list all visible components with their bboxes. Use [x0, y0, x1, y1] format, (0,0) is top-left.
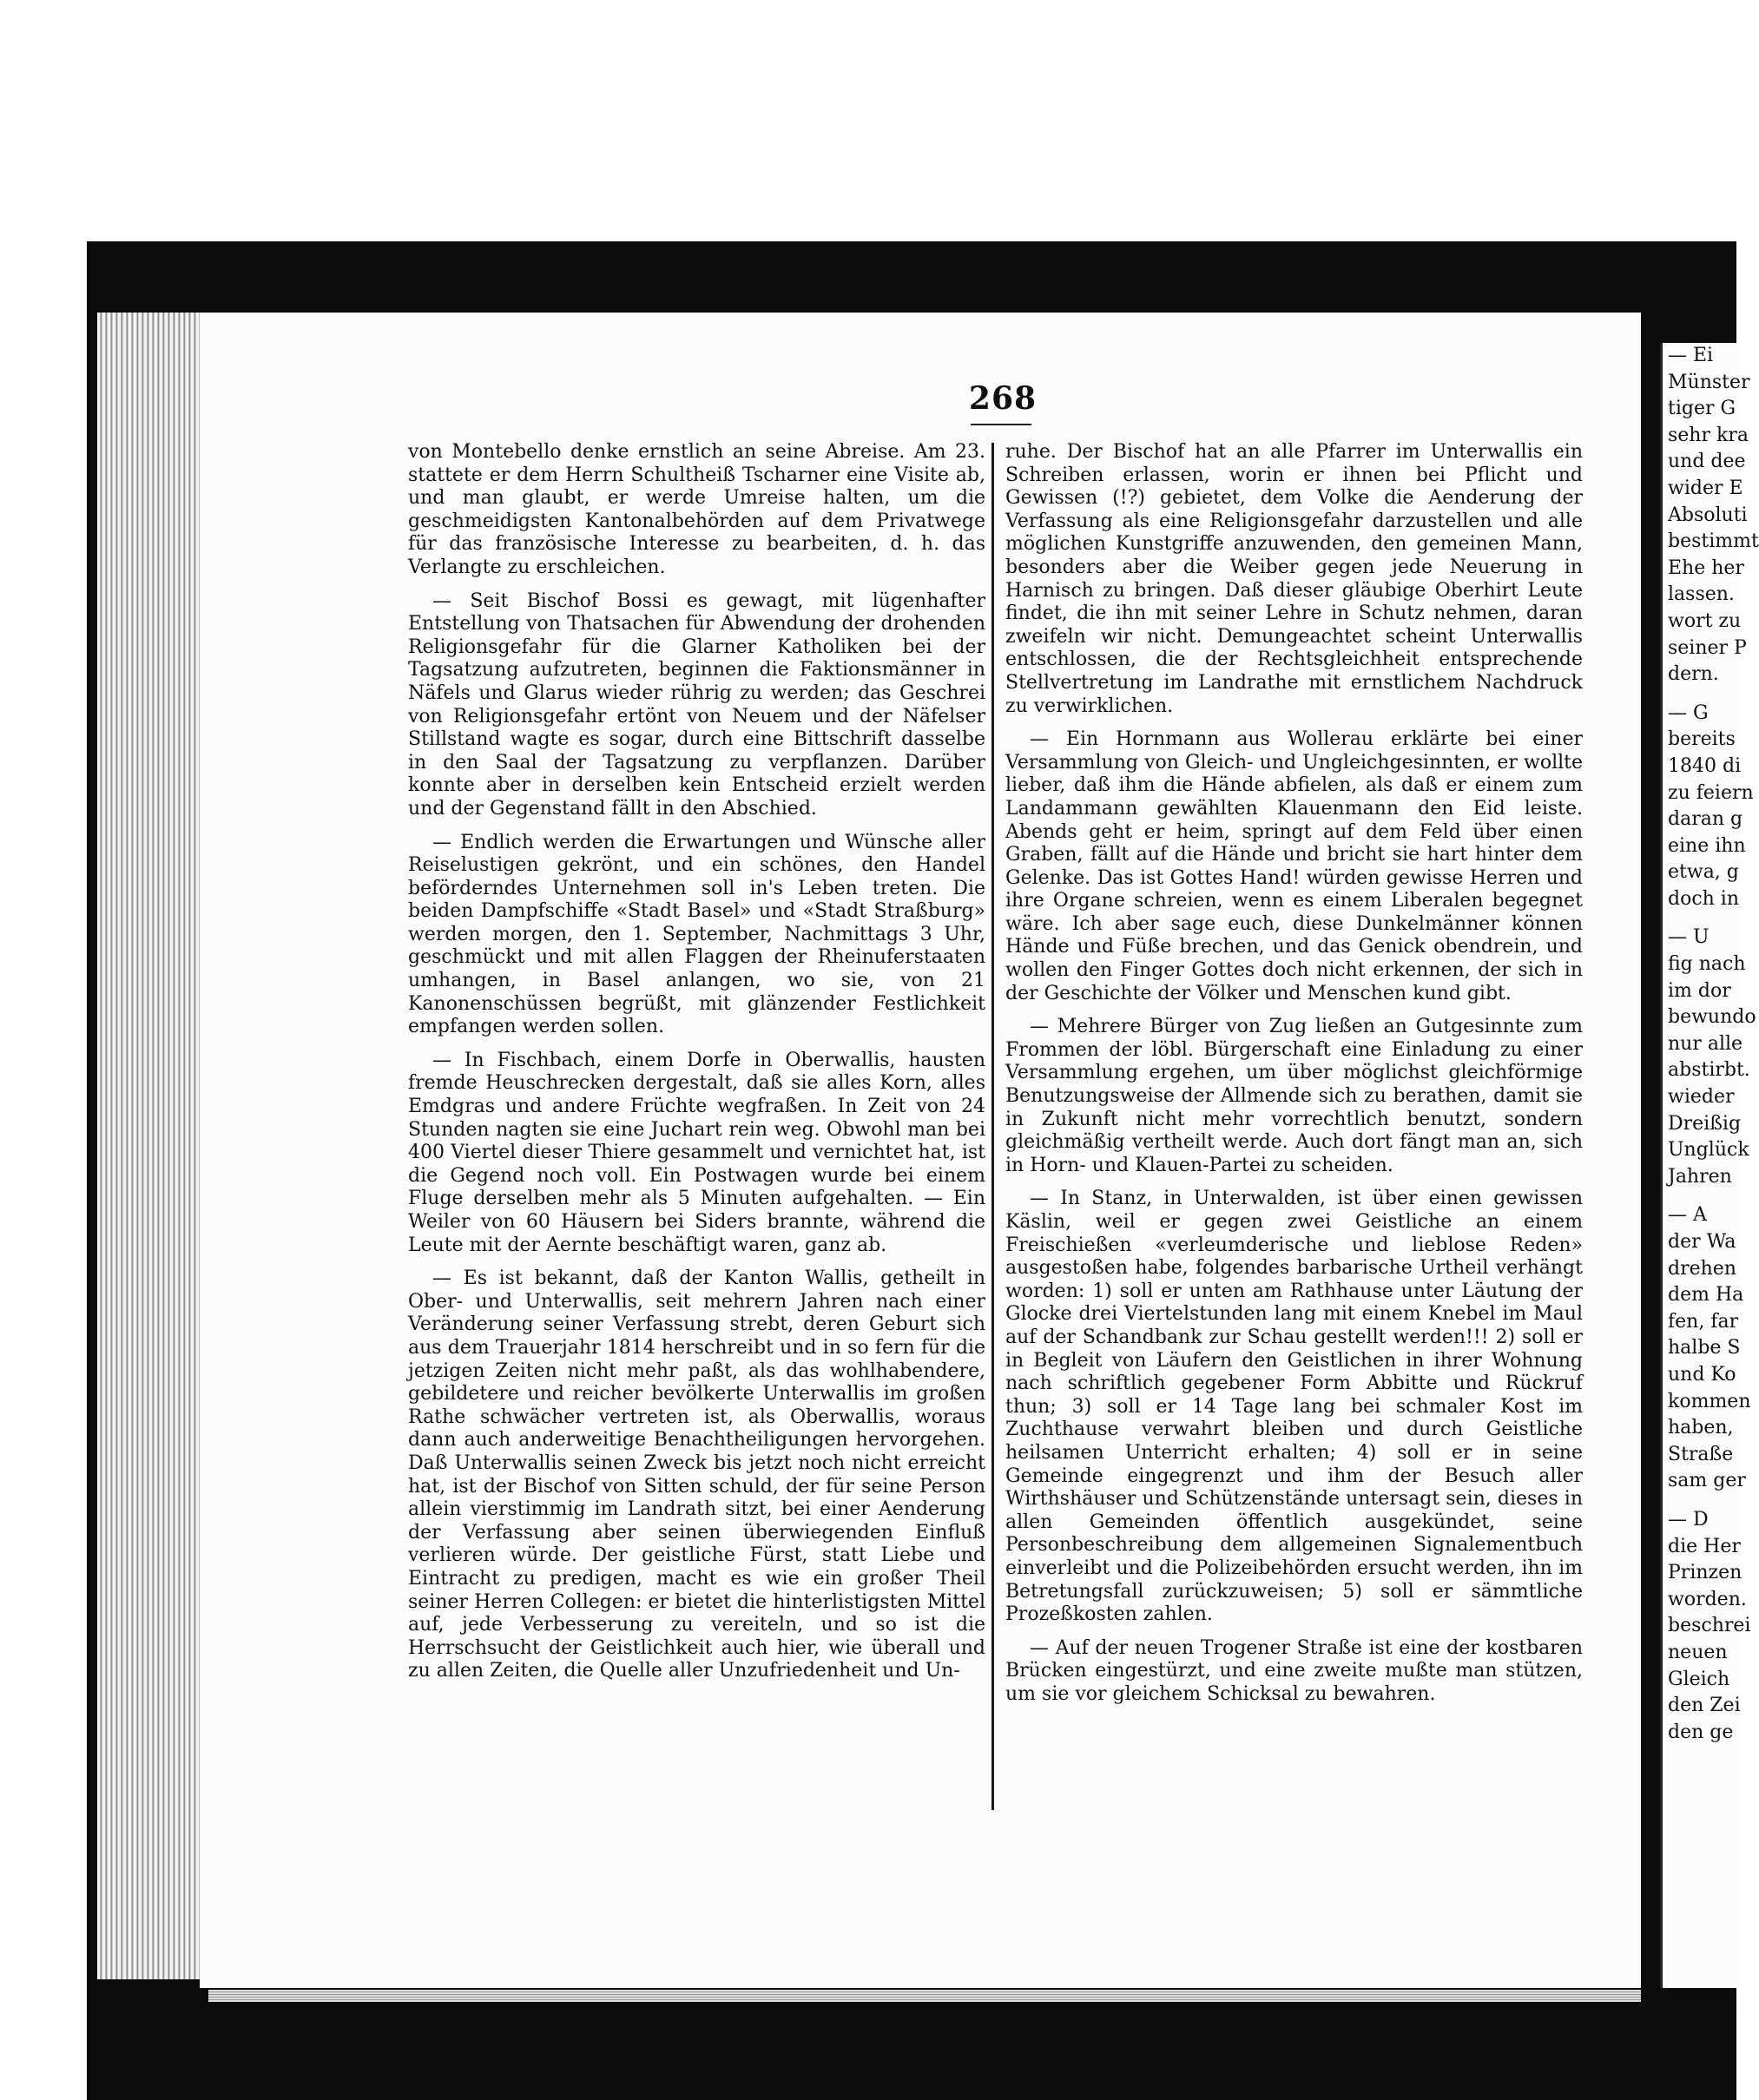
- facing-page-line: Unglück: [1668, 1139, 1749, 1162]
- facing-page-line: daran g: [1668, 808, 1743, 831]
- facing-page-line: kommen: [1668, 1390, 1751, 1412]
- article-paragraph: — Endlich werden die Erwartungen und Wünsche aller Reiselustigen gekrönt, und ein schönes, den Handel beförderndes Unternehmen soll in's Leben treten. Die beiden Dampfschiffe «Stadt Basel» und «Stadt Straßburg» werden morgen, den 1. September, Nachmittags 3 Uhr, geschmückt und mit allen Flaggen der Rheinuferstaaten umhangen, in Basel anlangen, wo sie, von 21 Kanonenschüssen begrüßt, mit glänzender Festlichkeit empfangen werden sollen.: [408, 831, 985, 1038]
- facing-page-line: halbe S: [1668, 1337, 1741, 1359]
- facing-page-line: sehr kra: [1668, 424, 1749, 446]
- facing-page-line: 1840 di: [1668, 754, 1742, 777]
- facing-page-line: wort zu: [1668, 609, 1742, 632]
- paragraph-gap: [1663, 912, 1739, 925]
- facing-page-line: tiger G: [1668, 398, 1736, 420]
- book-page-edges: [97, 313, 211, 1979]
- left-column: [408, 441, 985, 1694]
- facing-page: [1660, 343, 1759, 2010]
- article-paragraph: — Mehrere Bürger von Zug ließen an Gutgesinnte zum Frommen der löbl. Bürgerschaft eine Einladung zu einer Versammlung ergehen, um über möglichst gleichförmige Benutzungsweise der Allmende sich zu berathen, damit sie in Zukunft nicht mehr vorrechtlich benutzt, sondern gleichmäßig vertheilt werde. Auch dort fängt man an, sich in Horn- und Klauen-Partei zu scheiden.: [1005, 1016, 1583, 1176]
- facing-page-line: beschrei: [1668, 1615, 1751, 1637]
- facing-page-line: zu feiern: [1668, 781, 1754, 804]
- facing-page-line: abstirbt.: [1668, 1059, 1750, 1082]
- header-rule: [971, 424, 1031, 425]
- facing-page-line: drehen: [1668, 1257, 1736, 1280]
- facing-page-line: dern.: [1668, 663, 1719, 686]
- article-paragraph: — Auf der neuen Trogener Straße ist eine der kostbaren Brücken eingestürzt, und eine zweite mußte man stützen, um sie vor gleichem Schicksal zu bewahren.: [1005, 1636, 1583, 1705]
- article-paragraph: — Es ist bekannt, daß der Kanton Wallis, getheilt in Ober- und Unterwallis, seit mehrern Jahren nach einer Veränderung seiner Verfassung strebt, deren Geburt sich aus dem Trauerjahr 1814 herschreibt und in so fern für die jetzigen Zeiten nicht mehr paßt, als das wohlhabendere, gebildetere und reicher bevölkerte Unterwallis im großen Rathe schwächer vertreten ist, als Oberwallis, woraus dann auch anderweitige Benachtheiligungen hervorgehen. Daß Unterwallis seinen Zweck bis jetzt noch nicht erreicht hat, ist der Bischof von Sitten schuld, der für seine Person allein vierstimmig im Landrath sitzt, bei einer Aenderung der Verfassung aber seinen überwiegenden Einfluß verlieren würde. Der geistliche Fürst, statt Liebe und Eintracht zu predigen, macht es wie ein großer Theil seiner Herren Collegen: er bietet die hinterlistigsten Mittel auf, jede Verbesserung zu vereiteln, und so ist die Herrschsucht der Geistlichkeit auch hier, wie überall und zu allen Zeiten, die Quelle aller Unzufriedenheit und Un-: [408, 1267, 985, 1682]
- paragraph-gap: [1663, 1495, 1739, 1507]
- article-paragraph: — In Fischbach, einem Dorfe in Oberwallis, hausten fremde Heuschrecken dergestalt, daß sie alles Korn, alles Emdgras und andere Früchte wegfraßen. In Zeit von 24 Stunden nagten sie eine Juchart rein weg. Obwohl man bei 400 Viertel dieser Thiere gesammelt und vernichtet hat, ist die Gegend noch voll. Ein Postwagen wurde bei einem Fluge derselben mehr als 5 Minuten aufgehalten. — Ein Weiler von 60 Häusern bei Siders brannte, während die Leute mit der Aernte beschäftigt waren, ganz ab.: [408, 1049, 985, 1256]
- bottom-page-edge: [208, 1990, 1641, 2002]
- facing-page-line: und Ko: [1668, 1363, 1736, 1386]
- article-paragraph: — Ein Hornmann aus Wollerau erklärte bei einer Versammlung von Gleich- und Ungleichgesinnten, er wollte lieber, daß ihm die Hände abfielen, als daß er einem zum Landammann gewählten Klauenmann den Eid leiste. Abends geht er heim, springt auf dem Feld über einen Graben, fällt auf die Hände und bricht sie hart hinter dem Gelenke. Das ist Gottes Hand! würden gewisse Herren und ihre Organe schreien, wenn es einem Liberalen begegnet wäre. Ich aber sage euch, diese Dunkelmänner können Hände und Füße brechen, und das Genick obendrein, und wollen den Finger Gottes doch nicht erkennen, der sich in der Geschichte der Völker und Menschen kund gibt.: [1005, 728, 1583, 1004]
- article-paragraph: von Montebello denke ernstlich an seine Abreise. Am 23. stattete er dem Herrn Schultheiß Tscharner eine Visite ab, und man glaubt, er werde Umreise halten, um die geschmeidigsten Kantonalbehörden auf dem Privatwege für das französische Interesse zu bearbeiten, d. h. das Verlangte zu erschleichen.: [408, 441, 985, 578]
- facing-page-line: wider E: [1668, 477, 1743, 499]
- facing-page-line: nur alle: [1668, 1032, 1743, 1055]
- facing-page-line: wieder: [1668, 1086, 1735, 1109]
- facing-page-line: doch in: [1668, 887, 1740, 910]
- facing-page-line: fig nach: [1668, 953, 1746, 976]
- facing-page-line: Straße: [1668, 1443, 1734, 1465]
- facing-page-line: bewundo: [1668, 1006, 1756, 1029]
- facing-page-line: die Her: [1668, 1535, 1741, 1557]
- facing-page-line: seiner P: [1668, 636, 1747, 659]
- facing-page-line: Absoluti: [1668, 504, 1748, 526]
- bottom-shadow: [87, 1988, 1736, 2100]
- facing-page-line: Ehe her: [1668, 556, 1744, 579]
- facing-page-line: — A: [1668, 1204, 1707, 1227]
- facing-page-line: Gleich: [1668, 1668, 1730, 1690]
- facing-page-line: sam ger: [1668, 1470, 1746, 1492]
- facing-page-line: neuen: [1668, 1641, 1728, 1663]
- facing-page-line: — U: [1668, 926, 1710, 949]
- facing-page-line: Dreißig: [1668, 1112, 1742, 1135]
- facing-page-line: lassen.: [1668, 583, 1735, 606]
- facing-page-line: Jahren: [1668, 1165, 1732, 1188]
- right-column: [1005, 441, 1583, 1716]
- top-shadow: [87, 241, 1441, 293]
- facing-page-line: Prinzen: [1668, 1562, 1743, 1584]
- facing-page-line: fen, far: [1668, 1310, 1739, 1333]
- facing-page-line: dem Ha: [1668, 1284, 1744, 1307]
- facing-page-line: Münster: [1668, 371, 1750, 393]
- facing-page-line: — Ei: [1668, 345, 1714, 366]
- facing-page-line: und dee: [1668, 451, 1746, 473]
- paragraph-gap: [1663, 1190, 1739, 1202]
- facing-page-line: bereits: [1668, 728, 1736, 751]
- facing-page-line: im dor: [1668, 979, 1731, 1002]
- facing-page-line: bestimmt: [1668, 530, 1759, 553]
- facing-page-line: — D: [1668, 1508, 1709, 1531]
- facing-page-line: eine ihn: [1668, 834, 1746, 857]
- article-paragraph: ruhe. Der Bischof hat an alle Pfarrer im Unterwallis ein Schreiben erlassen, worin er ihnen bei Pflicht und Gewissen (!?) gebietet, dem Volke die Aenderung der Verfassung als eine Religionsgefahr darzustellen und alle möglichen Kunstgriffe anzuwenden, den gemeinen Mann, besonders aber die Weiber gegen jede Neuerung in Harnisch zu bringen. Daß dieser gläubige Oberhirt Leute findet, die ihn mit seiner Lehre in Schutz nehmen, daran zweifeln wir nicht. Demungeachtet scheint Unterwallis entschlossen, die der Rechtsgleichheit entsprechende Stellvertretung im Landrathe mit ernstlichem Nachdruck zu verwirklichen.: [1005, 441, 1583, 717]
- facing-page-line: worden.: [1668, 1588, 1747, 1610]
- article-paragraph: — In Stanz, in Unterwalden, ist über einen gewissen Käslin, weil er gegen zwei Geistliche an einem Freischießen «verleumderische und lieblose Reden» ausgestoßen habe, folgendes barbarische Urtheil verhängt worden: 1) soll er unten am Rathhause unter Läutung der Glocke drei Viertelstunden lang mit einem Knebel im Maul auf der Schandbank zur Schau gestellt werden!!! 2) soll er in Begleit von Läufern den Geistlichen in ihrer Wohnung nach schriftlich gegebener Form Abbitte und Rückruf thun; 3) soll er 14 Tage lang bei schmaler Kost im Zuchthause verwahrt bleiben und durch Geistliche heilsamen Unterricht erhalten; 4) soll er in seine Gemeinde eingegrenzt und ihm der Besuch aller Wirthshäuser und Schützenstände untersagt sein, dieses in allen Gemeinden öffentlich ausgekündet, seine Personbeschreibung dem allgemeinen Signalementbuch einverleibt und die Polizeibehörden ersucht werden, ihn im Betretungsfall zurückzuweisen; 5) soll er sämmtliche Prozeßkosten zahlen.: [1005, 1188, 1583, 1626]
- facing-page-line: den ge: [1668, 1721, 1734, 1743]
- facing-page-line: haben,: [1668, 1417, 1734, 1439]
- facing-page-line: den Zei: [1668, 1695, 1741, 1717]
- facing-page-line: etwa, g: [1668, 861, 1739, 884]
- facing-page-line: der Wa: [1668, 1231, 1736, 1253]
- page-number: 268: [968, 380, 1038, 417]
- paragraph-gap: [1663, 688, 1739, 701]
- facing-page-line: — G: [1668, 701, 1709, 724]
- article-paragraph: — Seit Bischof Bossi es gewagt, mit lügenhafter Entstellung von Thatsachen für Abwendung der drohenden Religionsgefahr für die Glarner Katholiken bei der Tagsatzung aufzutreten, beginnen die Faktionsmänner in Näfels und Glarus wieder rührig zu werden; das Geschrei von Religionsgefahr ertönt von Neuem und der Näfelser Stillstand wagte es sogar, durch eine Bittschrift dasselbe in den Saal der Tagsatzung zu verpflanzen. Darüber konnte aber in derselben kein Entscheid erzielt werden und der Gegenstand fällt in den Abschied.: [408, 589, 985, 820]
- column-divider: [991, 443, 994, 1810]
